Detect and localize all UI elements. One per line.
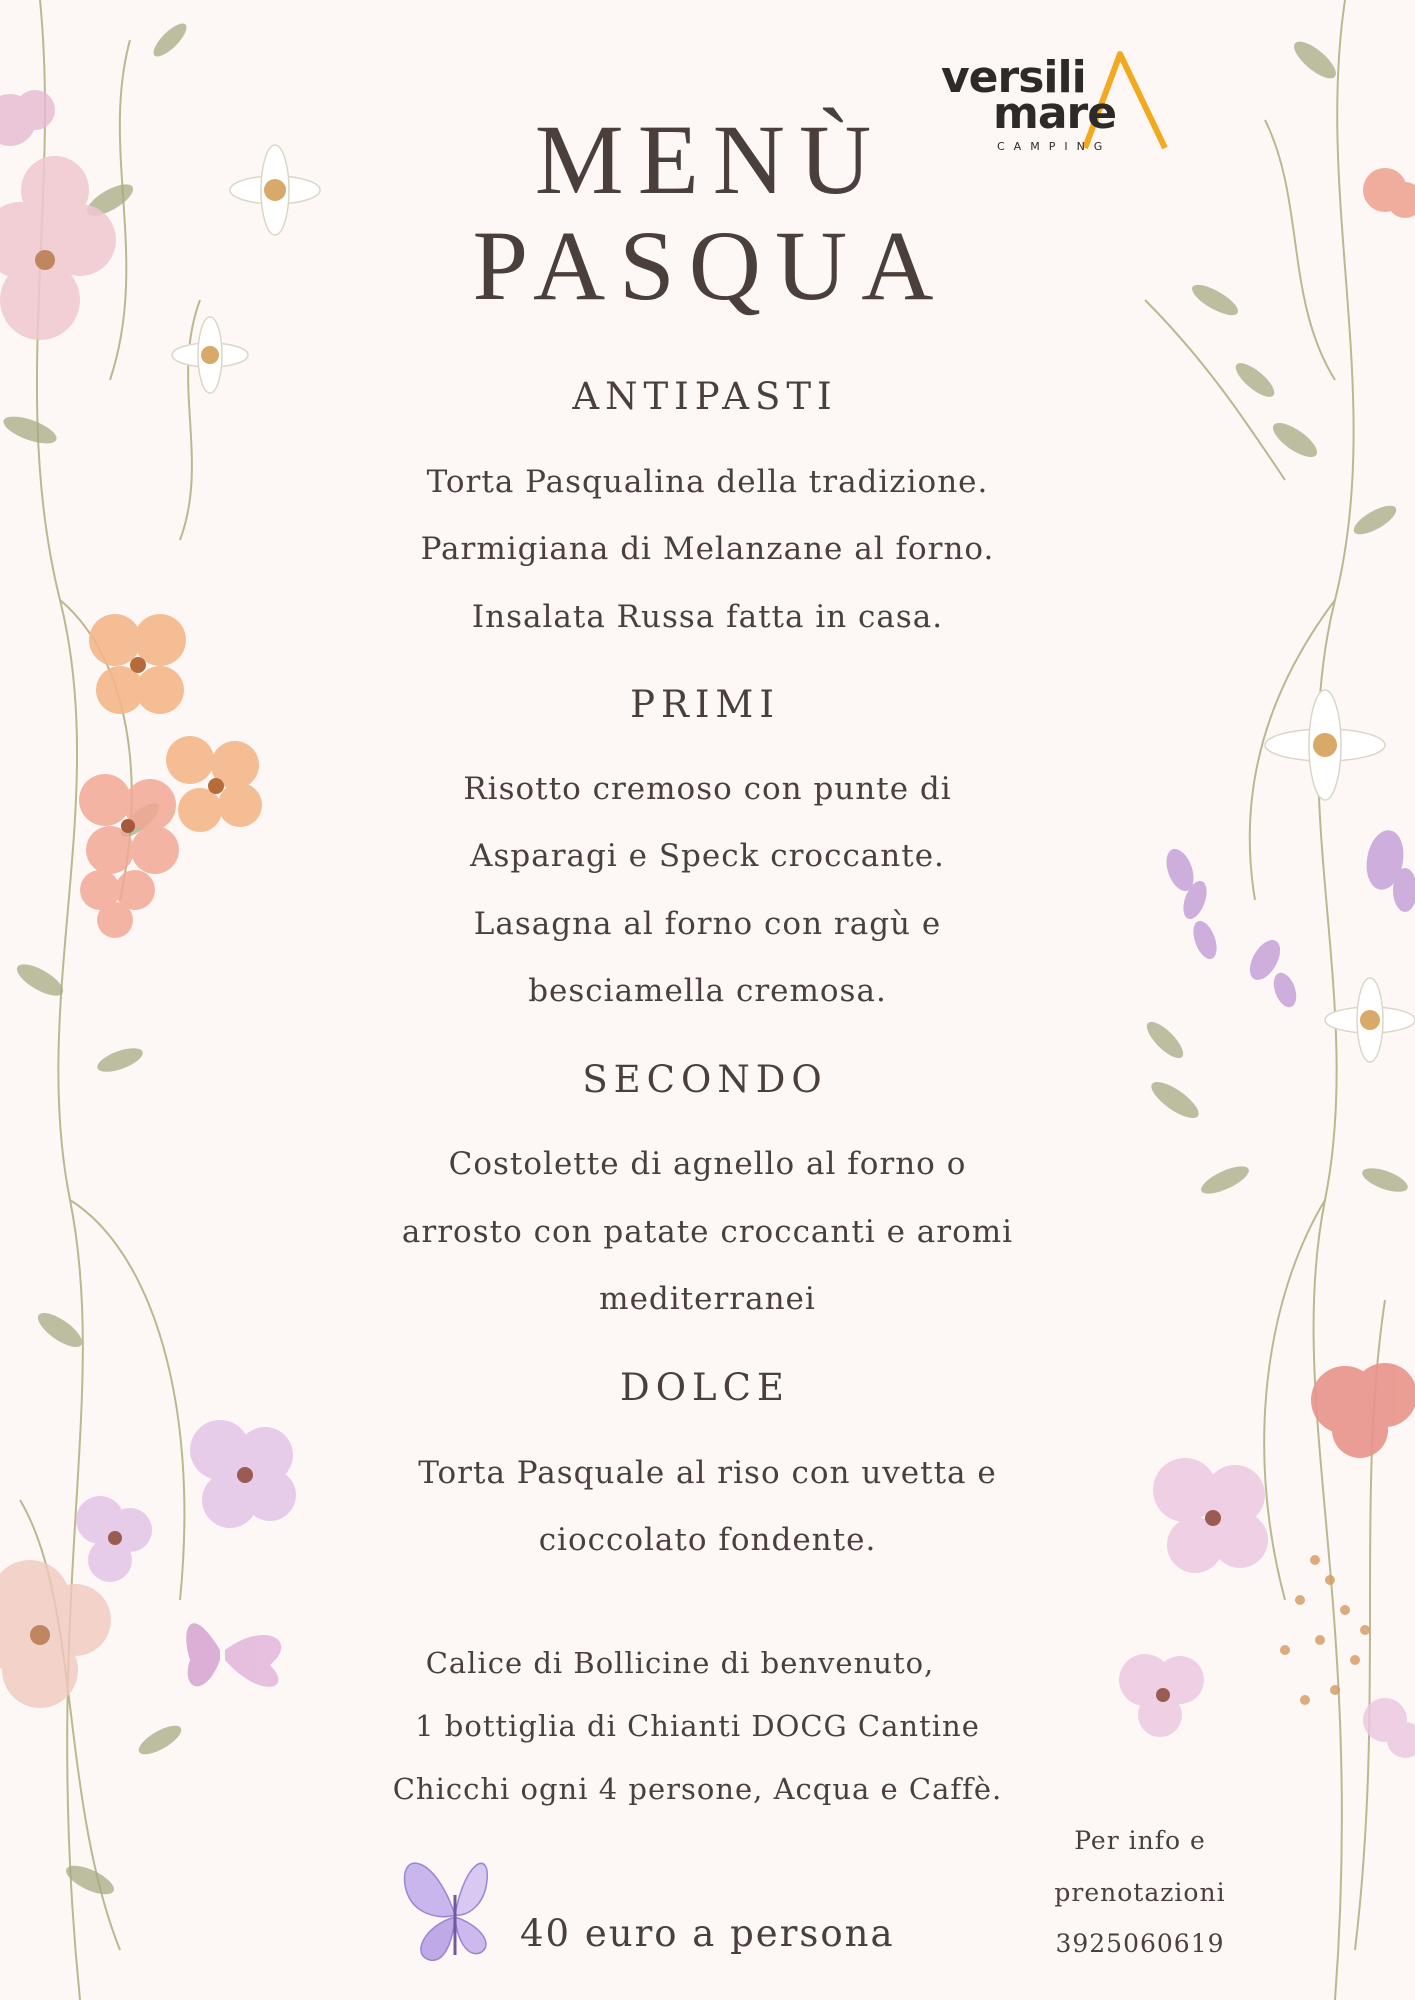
section-heading-antipasti: ANTIPASTI xyxy=(572,375,838,418)
info-line-2: prenotazioni xyxy=(1054,1878,1226,1907)
menu-item: Insalata Russa fatta in casa. xyxy=(471,599,944,635)
logo-text-versili: versili xyxy=(941,52,1086,103)
menu-item: Torta Pasquale al riso con uvetta e xyxy=(418,1455,997,1491)
right-floral-decoration xyxy=(1085,0,1415,2000)
section-heading-secondo: SECONDO xyxy=(582,1058,828,1101)
logo-text-camping: CAMPING xyxy=(997,140,1112,153)
section-heading-primi: PRIMI xyxy=(630,683,780,726)
menu-item: besciamella cremosa. xyxy=(528,973,887,1009)
section-heading-dolce: DOLCE xyxy=(620,1366,790,1409)
menu-item: mediterranei xyxy=(599,1281,816,1317)
menu-item: Risotto cremoso con punte di xyxy=(463,771,952,807)
extras-line: Calice di Bollicine di benvenuto, xyxy=(425,1646,935,1680)
info-line-1: Per info e xyxy=(1074,1826,1206,1855)
extras-line: 1 bottiglia di Chianti DOCG Cantine xyxy=(415,1709,980,1743)
butterfly-icon xyxy=(395,1845,515,1970)
extras-line: Chicchi ogni 4 persone, Acqua e Caffè. xyxy=(392,1772,1003,1806)
menu-item: Costolette di agnello al forno o xyxy=(448,1146,967,1182)
menu-item: Parmigiana di Melanzane al forno. xyxy=(420,531,995,567)
info-phone[interactable]: 3925060619 xyxy=(1055,1929,1225,1958)
logo-text-mare: mare xyxy=(993,88,1117,139)
menu-item: arrosto con patate croccanti e aromi xyxy=(401,1214,1014,1250)
left-floral-decoration xyxy=(0,0,330,2000)
title-line-1: MENÙ xyxy=(534,104,886,215)
menu-item: cioccolato fondente. xyxy=(538,1522,877,1558)
menu-item: Lasagna al forno con ragù e xyxy=(473,906,942,942)
menu-item: Torta Pasqualina della tradizione. xyxy=(426,464,989,500)
menu-item: Asparagi e Speck croccante. xyxy=(470,838,945,874)
price-text: 40 euro a persona xyxy=(520,1912,895,1955)
title-line-2: PASQUA xyxy=(472,210,948,321)
